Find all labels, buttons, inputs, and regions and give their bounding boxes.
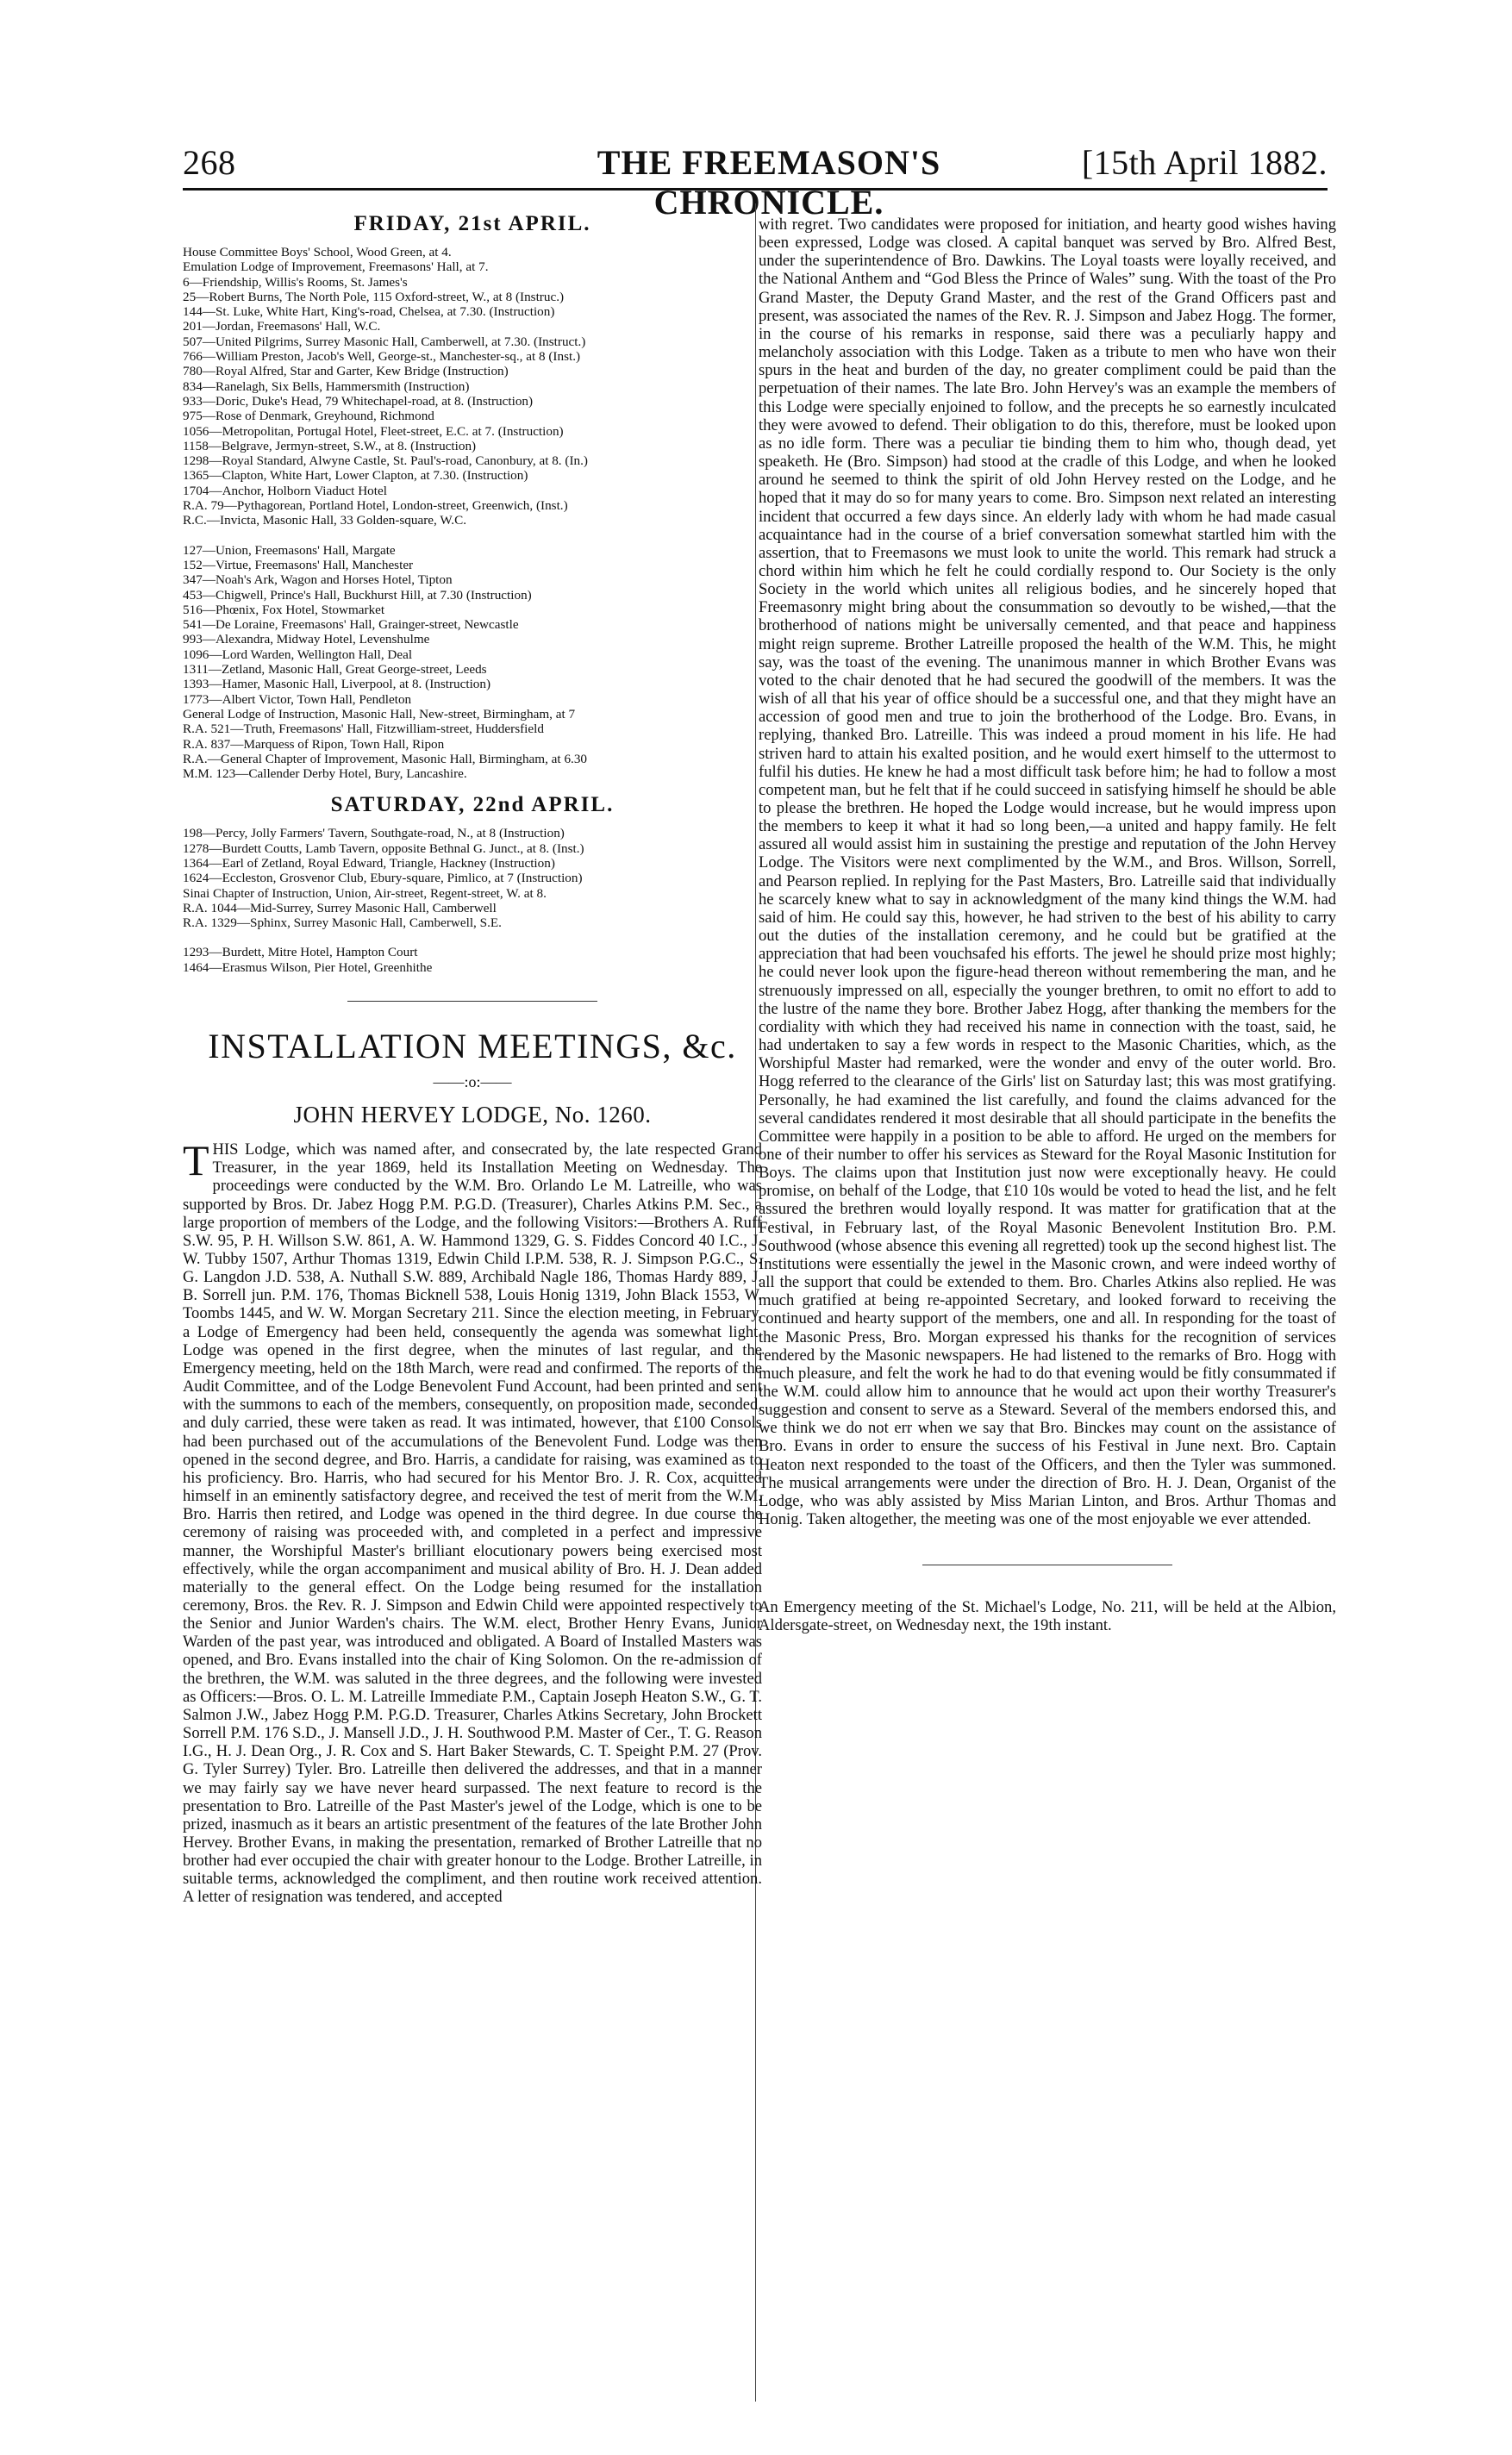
meeting-entry: 144—St. Luke, White Hart, King's-road, Chelsea, at 7.30. (Instruction) — [183, 304, 555, 320]
meeting-entry: 347—Noah's Ark, Wagon and Horses Hotel, Tipton — [183, 572, 453, 588]
ornament-divider: ——:o:—— — [433, 1073, 512, 1091]
meeting-entry: 1773—Albert Victor, Town Hall, Pendleton — [183, 691, 412, 707]
meeting-entry: Sinai Chapter of Instruction, Union, Air-street, Regent-street, W. at 8. — [183, 885, 547, 901]
meeting-entry: House Committee Boys' School, Wood Green, at 4. — [183, 245, 452, 259]
page-header — [183, 143, 1328, 222]
meeting-entry: 1365—Clapton, White Hart, Lower Clapton, at 7.30. (Instruction) — [183, 468, 528, 484]
meeting-entry: 127—Union, Freemasons' Hall, Margate — [183, 542, 396, 558]
meeting-entry: 766—William Preston, Jacob's Well, George-st., Manchester-sq., at 8 (Inst.) — [183, 349, 581, 365]
meeting-entry: 198—Percy, Jolly Farmers' Tavern, Southgate-road, N., at 8 (Instruction) — [183, 826, 565, 841]
meeting-entry: 152—Virtue, Freemasons' Hall, Manchester — [183, 557, 414, 572]
header-rule — [183, 188, 1328, 191]
emergency-meeting-note — [759, 1598, 1336, 1634]
meeting-entry: Emulation Lodge of Improvement, Freemasons' Hall, at 7. — [183, 259, 489, 275]
right-column — [759, 216, 1336, 1635]
meeting-entry: R.A.—General Chapter of Improvement, Masonic Hall, Birmingham, at 6.30 — [183, 751, 588, 766]
meeting-entry: 6—Friendship, Willis's Rooms, St. James's — [183, 274, 408, 290]
note-text: An Emergency meeting of the St. Michael's Lodge, No. 211, will be held at the Albion, Aldersgate-street, on Wednesday next, the 19th instant. — [759, 1598, 1336, 1635]
article-continuation-text: with regret. Two candidates were proposed for initiation, and hearty good wishes having been expressed, Lodge was closed. A capital banquet was served by Bro. Alfred Best, under the superintendence of Bro. Dawkins. The Loyal toasts were loyally received, and the National Anthem and “God Bless the Prince of Wales” sung. With the toast of the Pro Grand Master, the Deputy Grand Master, and the rest of the Grand Officers past and present, was associated the names of the Rev. R. J. Simpson and Jabez Hogg. The former, in the course of his remarks in response, said there was a peculiarly happy and melancholy association with this Lodge. Taken as a tribute to men who have won their spurs in the heat and burden of the day, no greater compliment could be paid than the perpetuation of their names. The late Bro. John Hervey's was an example the members of this Lodge were specially enjoined to follow, and the precepts he so earnestly inculcated they were avowed to defend. Their obligation to do this, therefore, must be looked upon as no idle form. There was a peculiar tie binding them to him who, though dead, yet speaketh. He (Bro. Simpson) had stood at the cradle of this Lodge, and when he looked around he seemed to think the spirit of old John Hervey rested on the Lodge, and he hoped that it may do so for many years to come. Bro. Simpson next related an interesting incident that occurred a few days since. An elderly lady with whom he had made casual acquaintance had in the course of a brief conversation somewhat startled him with the assertion, that to Freemasons we must look to unite the world. This remark had struck a chord within him which he felt he could cordially respond to. Our Society is the only Society in the world which unites all religious bodies, and he sincerely hoped that Freemasonry might bring about the consummation so devoutly to be wished,—that the brotherhood of nations might be universally cemented, and that peace and happiness might reign supreme. Brother Latreille proposed the health of the W.M. This, he might say, was the toast of the evening. The unanimous manner in which Brother Evans was voted to the chair denoted that he had secured the goodwill of the members. It was the wish of all that his year of office should be a successful one, and that they might have an accession of good men and true to join the brotherhood of the Lodge. Bro. Evans, in replying, thanked Bro. Latreille. This was indeed a proud moment in his life. He had striven hard to attain his exalted position, and he would exert himself to the uttermost to fulfil his duties. He knew he had a most difficult task before him; he had to follow a most competent man, but he felt that if he could succeed in satisfying himself he should be able to please the brethren. He hoped the Lodge would increase, but he would impress upon the members to keep it what it had so long been,—a united and happy family. He felt assured all would assist him in sustaining the prestige and reputation of the John Hervey Lodge. The Visitors were next complimented by the W.M., and Bros. Willson, Sorrell, and Pearson replied. In replying for the Past Masters, Bro. Latreille said that individually he scarcely knew what to say in acknowledgment of the many kind things the W.M. had said of him. He could say this, however, he had striven to the best of his ability to carry out the duties of the installation ceremony, and he could but be gratified at the appreciation that had been vouchsafed his efforts. The jewel he should prize most highly; he could never look upon the figure-head thereon without remembering the man, and he strenuously impressed on all, especially the younger brethren, to omit no effort to add to the lustre of the name they bore. Brother Jabez Hogg, after thanking the members for the cordiality with which they had received his name in connection with the toast, said, he had undertaken to say a few words in respect to the Masonic Charities, which, as the Worshipful Master had remarked, were the wonder and envy of the outer world. Bro. Hogg referred to the clearance of the Girls' list on Saturday last; this was most gratifying. Personally, he had examined the list carefully, and found the claims advanced for the several candidates rendered it most desirable that all should participate in the benefits the Committee were happily in a position to be able to afford. He urged on the members for one of their number to offer his services as Steward for the Royal Masonic Institution for Boys. The claims upon that Institution just now were exceptionally heavy. He could promise, on behalf of the Lodge, that £10 10s would be voted to head the list, and he felt assured the brethren would loyally respond. It was matter for gratification that at the Festival, in February last, of the Royal Masonic Benevolent Institution Bro. P.M. Southwood (whose absence this evening all regretted) took up the second highest list. The Institutions were essentially the jewel in the Masonic crown, and were indeed worthy of all the support that could be extended to them. Bro. Charles Atkins also replied. He was much gratified at being re-appointed Secretary, and looked forward to receiving the continued and hearty support of the members, one and all. In responding for the toast of the Masonic Press, Bro. Morgan expressed his thanks for the recognition of services rendered by the Masonic newspapers. He had listened to the remarks of Bro. Hogg with much pleasure, and felt the work he had to do that evening would be fitly consummated if the W.M. could allow him to announce that he would act upon their worthy Treasurer's suggestion and consent to serve as a Steward. Several of the members endorsed this, and we think we do not err when we say that Bro. Binckes may count on the assistance of Bro. Evans in order to ensure the success of his Festival in June next. Bro. Captain Heaton next responded to the toast of the Officers, and then the Tyler was summoned. The musical arrangements were under the direction of Bro. H. J. Dean, Organist of the Lodge, who was ably assisted by Miss Marian Linton, and Bros. Arthur Thomas and Honig. Taken altogether, the meeting was one of the most enjoyable we ever attended. — [759, 216, 1336, 1529]
saturday-meetings-london — [183, 826, 762, 930]
meeting-entry: 1393—Hamer, Masonic Hall, Liverpool, at 8. (Instruction) — [183, 677, 491, 692]
meeting-entry: 1056—Metropolitan, Portugal Hotel, Fleet-street, E.C. at 7. (Instruction) — [183, 423, 564, 439]
issue-date: [15th April 1882. — [1081, 143, 1328, 182]
meeting-entry: 1293—Burdett, Mitre Hotel, Hampton Court — [183, 945, 418, 960]
installation-article — [183, 1136, 762, 1907]
drop-cap: T — [183, 1136, 209, 1185]
meeting-entry: 1624—Eccleston, Grosvenor Club, Ebury-square, Pimlico, at 7 (Instruction) — [183, 871, 583, 886]
meeting-entry: 993—Alexandra, Midway Hotel, Levenshulme — [183, 632, 430, 647]
meeting-entry: 201—Jordan, Freemasons' Hall, W.C. — [183, 319, 381, 334]
page-number: 268 — [183, 143, 236, 182]
meeting-entry: 1278—Burdett Coutts, Lamb Tavern, opposite Bethnal G. Junct., at 8. (Inst.) — [183, 840, 584, 856]
friday-meetings-london — [183, 245, 762, 528]
friday-meetings-provinces — [183, 543, 762, 782]
meeting-entry: 1311—Zetland, Masonic Hall, Great George-street, Leeds — [183, 662, 487, 678]
meeting-entry: 975—Rose of Denmark, Greyhound, Richmond — [183, 409, 434, 424]
meeting-entry: 834—Ranelagh, Six Bells, Hammersmith (Instruction) — [183, 378, 470, 394]
left-column — [183, 203, 762, 1907]
list-gap — [183, 930, 762, 945]
meeting-entry: 1298—Royal Standard, Alwyne Castle, St. Paul's-road, Canonbury, at 8. (In.) — [183, 453, 588, 469]
masthead-title: THE FREEMASON'S CHRONICLE. — [597, 143, 941, 222]
meeting-entry: 1158—Belgrave, Jermyn-street, S.W., at 8. (Instruction) — [183, 438, 477, 453]
meeting-entry: 541—De Loraine, Freemasons' Hall, Grainger-street, Newcastle — [183, 617, 519, 633]
lodge-heading: JOHN HERVEY LODGE, No. 1260. — [293, 1102, 652, 1128]
meeting-entry: R.A. 79—Pythagorean, Portland Hotel, London-street, Greenwich, (Inst.) — [183, 498, 568, 514]
saturday-heading: SATURDAY, 22nd APRIL. — [330, 793, 615, 817]
meeting-entry: 453—Chigwell, Prince's Hall, Buckhurst Hill, at 7.30 (Instruction) — [183, 587, 532, 603]
meeting-entry: 25—Robert Burns, The North Pole, 115 Oxford-street, W., at 8 (Instruc.) — [183, 289, 565, 304]
list-gap — [183, 528, 762, 543]
article-text: HIS Lodge, which was named after, and consecrated by, the late respected Grand Treasurer, in the year 1869, held its Installation Meeting on Wednesday. The proceedings were conducted by the W.M. Bro. Orlando Le M. Latreille, who was supported by Bros. Dr. Jabez Hogg P.M. P.G.D. (Treasurer), Charles Atkins P.M. Sec., a large proportion of members of the Lodge, and the following Visitors:—Brothers A. Ruff S.W. 95, P. H. Willson S.W. 861, A. W. Hammond 1329, G. S. Fiddes Concord 40 I.C., J. W. Tubby 1507, Arthur Thomas 1319, Edwin Child I.P.M. 538, R. J. Simpson P.G.C., S. G. Langdon J.D. 538, A. Nuthall S.W. 889, Archibald Nagle 186, Thomas Hardy 889, J. B. Sorrell jun. P.M. 176, Thomas Bicknell 538, Louis Honig 1319, John Black 1553, W. Toombs 1445, and W. W. Morgan Secretary 211. Since the election meeting, in February, a Lodge of Emergency had been held, consequently the agenda was somewhat light. Lodge was opened in the first degree, when the minutes of last regular, and the Emergency meeting, held on the 18th March, were read and confirmed. The reports of the Audit Committee, and of the Lodge Benevolent Fund Account, had been printed and sent with the summons to each of the members, consequently, on proposition made, seconded, and duly carried, these were taken as read. It was intimated, however, that £100 Consols had been purchased out of the accumulations of the Benevolent Fund. Lodge was then opened in the second degree, and Bro. Harris, a candidate for raising, was examined as to his proficiency. Bro. Harris, who had secured for his Mentor Bro. J. R. Cox, acquitted himself in an eminently satisfactory degree, and received the test of merit from the W.M. Bro. Harris then retired, and Lodge was opened in the third degree. In due course the ceremony of raising was proceeded with, and completed in a perfect and impressive manner, the Worshipful Master's brilliant elocutionary powers being exercised most effectively, while the organ accompaniment and musical ability of Bro. H. J. Dean added materially to the general effect. On the Lodge being resumed for the installation ceremony, Bros. the Rev. R. J. Simpson and Edwin Child were appointed respectively to the Senior and Junior Warden's chairs. The W.M. elect, Brother Henry Evans, Junior Warden of the past year, was introduced and obligated. A Board of Installed Masters was opened, and Bro. Evans installed into the chair of King Solomon. On the re-admission of the brethren, the W.M. was saluted in the three degrees, and the following were invested as Officers:—Bros. O. L. M. Latreille Immediate P.M., Captain Joseph Heaton S.W., G. T. Salmon J.W., Jabez Hogg P.M. P.G.D. Treasurer, Charles Atkins Secretary, John Brockett Sorrell P.M. 176 S.D., J. Mansell J.D., J. H. Southwood P.M. Master of Cer., T. G. Reason I.G., H. J. Dean Org., J. R. Cox and S. Hart Baker Stewards, C. T. Speight P.M. 27 (Prov. G. Tyler Surrey) Tyler. Bro. Latreille then delivered the addresses, and that in a manner we may fairly say we have never heard surpassed. The next feature to record is the presentation to Bro. Latreille of the Past Master's jewel of the Lodge, which is one to be prized, inasmuch as it bears an artistic presentment of the features of the late Brother John Hervey. Brother Evans, in making the presentation, remarked of Brother Latreille that no brother had ever occupied the chair with greater honour to the Lodge. Brother Latreille, in suitable terms, acknowledged the compliment, and then routine work received attention. A letter of resignation was tendered, and accepted — [183, 1140, 762, 1907]
installation-heading: INSTALLATION MEETINGS, &c. — [208, 1027, 737, 1066]
meeting-entry: General Lodge of Instruction, Masonic Hall, New-street, Birmingham, at 7 — [183, 706, 576, 722]
meeting-entry: 933—Doric, Duke's Head, 79 Whitechapel-road, at 8. (Instruction) — [183, 393, 534, 409]
meeting-entry: R.A. 1329—Sphinx, Surrey Masonic Hall, Camberwell, S.E. — [183, 915, 502, 931]
meeting-entry: M.M. 123—Callender Derby Hotel, Bury, Lancashire. — [183, 766, 467, 782]
meeting-entry: 507—United Pilgrims, Surrey Masonic Hall, Camberwell, at 7.30. (Instruct.) — [183, 334, 586, 349]
friday-heading: FRIDAY, 21st APRIL. — [353, 212, 591, 235]
meeting-entry: R.A. 521—Truth, Freemasons' Hall, Fitzwilliam-street, Huddersfield — [183, 722, 544, 737]
meeting-entry: 1364—Earl of Zetland, Royal Edward, Triangle, Hackney (Instruction) — [183, 855, 555, 871]
meeting-entry: R.C.—Invicta, Masonic Hall, 33 Golden-square, W.C. — [183, 513, 467, 528]
section-rule — [347, 1001, 597, 1002]
meeting-entry: 780—Royal Alfred, Star and Garter, Kew Bridge (Instruction) — [183, 364, 509, 379]
meeting-entry: 1704—Anchor, Holborn Viaduct Hotel — [183, 483, 387, 498]
meeting-entry: 516—Phœnix, Fox Hotel, Stowmarket — [183, 602, 385, 617]
article-continuation — [759, 216, 1336, 1528]
meeting-entry: 1096—Lord Warden, Wellington Hall, Deal — [183, 647, 413, 662]
saturday-meetings-provinces — [183, 945, 762, 975]
meeting-entry: R.A. 1044—Mid-Surrey, Surrey Masonic Hall, Camberwell — [183, 900, 497, 915]
meeting-entry: R.A. 837—Marquess of Ripon, Town Hall, Ripon — [183, 736, 445, 752]
meeting-entry: 1464—Erasmus Wilson, Pier Hotel, Greenhithe — [183, 959, 433, 975]
